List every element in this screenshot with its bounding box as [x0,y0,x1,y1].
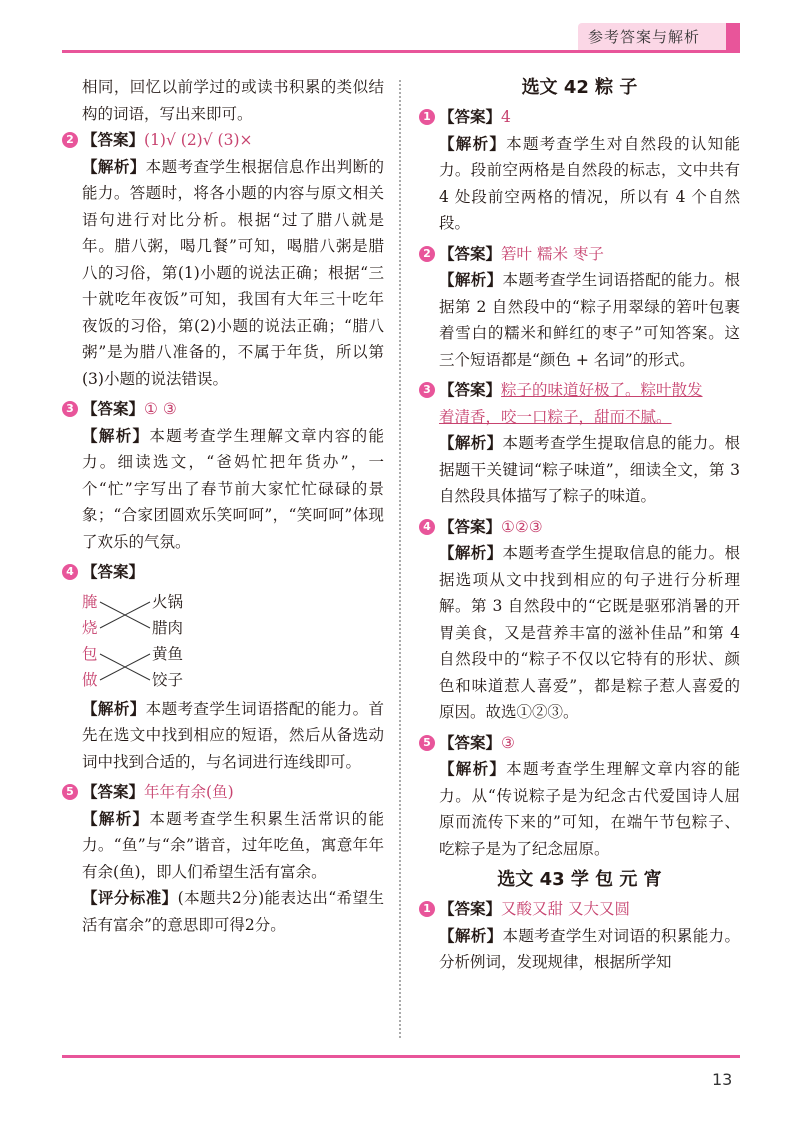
analysis-label: 【解析】 [82,156,146,176]
analysis-text: 本题考查学生词语搭配的能力。根据第 2 自然段中的“粽子用翠绿的箬叶包裹着雪白的糯米和鲜红的枣子”可知答案。这三个短语都是“颜色 + 名词”的形式。 [439,271,740,369]
analysis-text: 本题考查学生积累生活常识的能力。“鱼”与“余”谐音，过年吃鱼，寓意年年有余(鱼)，即人们希望生活有富余。 [82,809,384,881]
question-number-badge: 4 [419,519,435,535]
answer-text: (1)√ (2)√ (3)× [144,131,253,149]
left-q5-analysis [62,806,384,886]
answer-label: 【答案】 [439,107,502,126]
answer-text: 着清香，咬一口粽子，甜而不腻。 [439,407,672,426]
question-number-badge: 1 [419,901,435,917]
analysis-text: 本题考查学生提取信息的能力。根据题干关键词“粽子味道”，细读全文，第 3 自然段具体描写了粽子的味道。 [439,434,740,505]
right-q3-answer [419,377,740,404]
answer-label: 【答案】 [82,130,145,149]
right-q5-analysis [419,756,740,862]
footer-rule [62,1055,740,1058]
answer-text: ③ [501,733,515,752]
intro-text: 相同，回忆以前学过的或读书积累的类似结构的词语，写出来即可。 [82,78,384,123]
analysis-label: 【解析】 [439,759,507,778]
question-number-badge: 2 [419,246,435,262]
header-title: 参考答案与解析 [588,28,701,46]
right-q1-analysis [419,131,740,237]
section-title-43: 选文 43 学 包 元 宵 [497,869,662,890]
question-number-badge: 2 [62,132,78,148]
analysis-text: 本题考查学生根据信息作出判断的能力。答题时，将各小题的内容与原文相关语句进行对比分析。根据“过了腊八就是年。腊八粥，喝几餐”可知，喝腊八粥是腊八的习俗，第(1)小题的说法正确；根据“三十就吃年夜饭”可知，我国有大年三十吃年夜饭的习俗，第(2)小题的说法正确；“腊八粥”是为腊八准备的，不属于年货，所以第(3)小题的说法错误。 [82,157,384,388]
right-q2-answer [419,241,740,268]
right-q3-analysis [419,430,740,510]
page-number: 13 [712,1070,733,1089]
analysis-text: 本题考查学生对自然段的认知能力。段前空两格是自然段的标志，文中共有 4 处段前空两格的情况，所以有 4 个自然段。 [439,134,740,232]
matching-diagram [82,590,384,694]
answer-text: ① ③ [144,400,177,418]
question-number-badge: 1 [419,109,435,125]
right-q1-answer [419,104,740,131]
answer-label: 【答案】 [82,782,145,801]
analysis-label: 【解析】 [82,698,146,718]
match-left-word: 腌 [82,592,98,611]
header-accent-bar [726,23,740,50]
right-q4-analysis [419,540,740,726]
analysis-text: 本题考查学生提取信息的能力。根据选项从文中找到相应的句子进行分析理解。第 3 自然段中的“它既是驱邪消暑的开胃美食，又是营养丰富的滋补佳品”和第 4 自然段中的“粽子不仅以它特有的形状、颜色和味道惹人喜爱”，都是粽子惹人喜爱的原因。故选①②③。 [439,544,740,721]
match-right-word: 饺子 [152,670,184,689]
right-q1b-analysis [419,923,740,976]
left-q2-analysis [62,154,384,393]
analysis-label: 【解析】 [439,925,503,945]
match-right-word: 腊肉 [152,618,184,637]
answer-text: 箬叶 糯米 枣子 [501,244,604,263]
answer-label: 【答案】 [82,562,145,581]
match-right-word: 黄鱼 [152,644,184,663]
right-q4-answer [419,514,740,541]
answer-label: 【答案】 [439,516,502,536]
question-number-badge: 3 [419,382,435,398]
answer-text: 又酸又甜 又大又圆 [501,900,630,918]
answer-label: 【答案】 [82,399,145,418]
answer-label: 【答案】 [439,243,502,263]
left-q4-analysis [62,696,384,776]
answer-label: 【答案】 [439,380,502,399]
analysis-label: 【解析】 [82,425,150,445]
answer-text: ①②③ [501,517,543,536]
match-right-word: 火锅 [152,592,184,611]
analysis-label: 【解析】 [439,543,503,562]
score-text: (本题共2分)能表达出“希望生活有富余”的意思即可得2分。 [82,889,384,934]
analysis-label: 【解析】 [439,433,503,452]
match-left-word: 烧 [82,618,98,637]
left-q3-analysis [62,423,384,556]
right-q1b-answer [419,896,740,923]
question-number-badge: 5 [62,784,78,800]
right-q5-answer [419,730,740,757]
analysis-label: 【解析】 [439,133,507,153]
analysis-text: 本题考查学生理解文章内容的能力。细读选文，“爸妈忙把年货办”，一个“忙”字写出了春节前大家忙忙碌碌的景象；“合家团圆欢乐笑呵呵”，“笑呵呵”体现了欢乐的气氛。 [82,426,384,551]
left-column [62,74,384,938]
answer-text: 4 [501,108,511,126]
analysis-text: 本题考查学生词语搭配的能力。首先在选文中找到相应的短语，然后从备选动词中找到合适的，与名词进行连线即可。 [82,699,384,771]
right-q2-analysis [419,267,740,373]
question-number-badge: 4 [62,564,78,580]
analysis-label: 【解析】 [439,270,503,289]
header-rule [62,50,740,53]
question-number-badge: 3 [62,401,78,417]
left-q4-answer [62,559,384,586]
answer-label: 【答案】 [439,732,502,752]
right-column [419,74,740,976]
question-number-badge: 5 [419,735,435,751]
section-title-42: 选文 42 粽 子 [521,77,638,98]
right-q3-answer-cont [419,404,740,431]
score-label: 【评分标准】 [82,888,178,907]
analysis-text: 本题考查学生对词语的积累能力。分析例词，发现规律，根据所学知 [439,926,740,971]
left-q3-answer [62,396,384,423]
match-left-word: 包 [82,644,98,663]
analysis-label: 【解析】 [82,808,150,828]
match-left-word: 做 [82,670,98,689]
analysis-text: 本题考查学生理解文章内容的能力。从“传说粽子是为纪念古代爱国诗人屈原而流传下来的”可知，在端午节包粽子、吃粽子是为了纪念屈原。 [439,760,740,858]
left-q5-answer [62,779,384,806]
answer-text: 粽子的味道好极了。粽叶散发 [501,381,703,399]
column-divider [399,80,401,1038]
answer-label: 【答案】 [439,899,502,918]
left-q2-answer [62,127,384,154]
left-q5-score [62,885,384,938]
answer-text: 年年有余(鱼) [144,783,234,801]
